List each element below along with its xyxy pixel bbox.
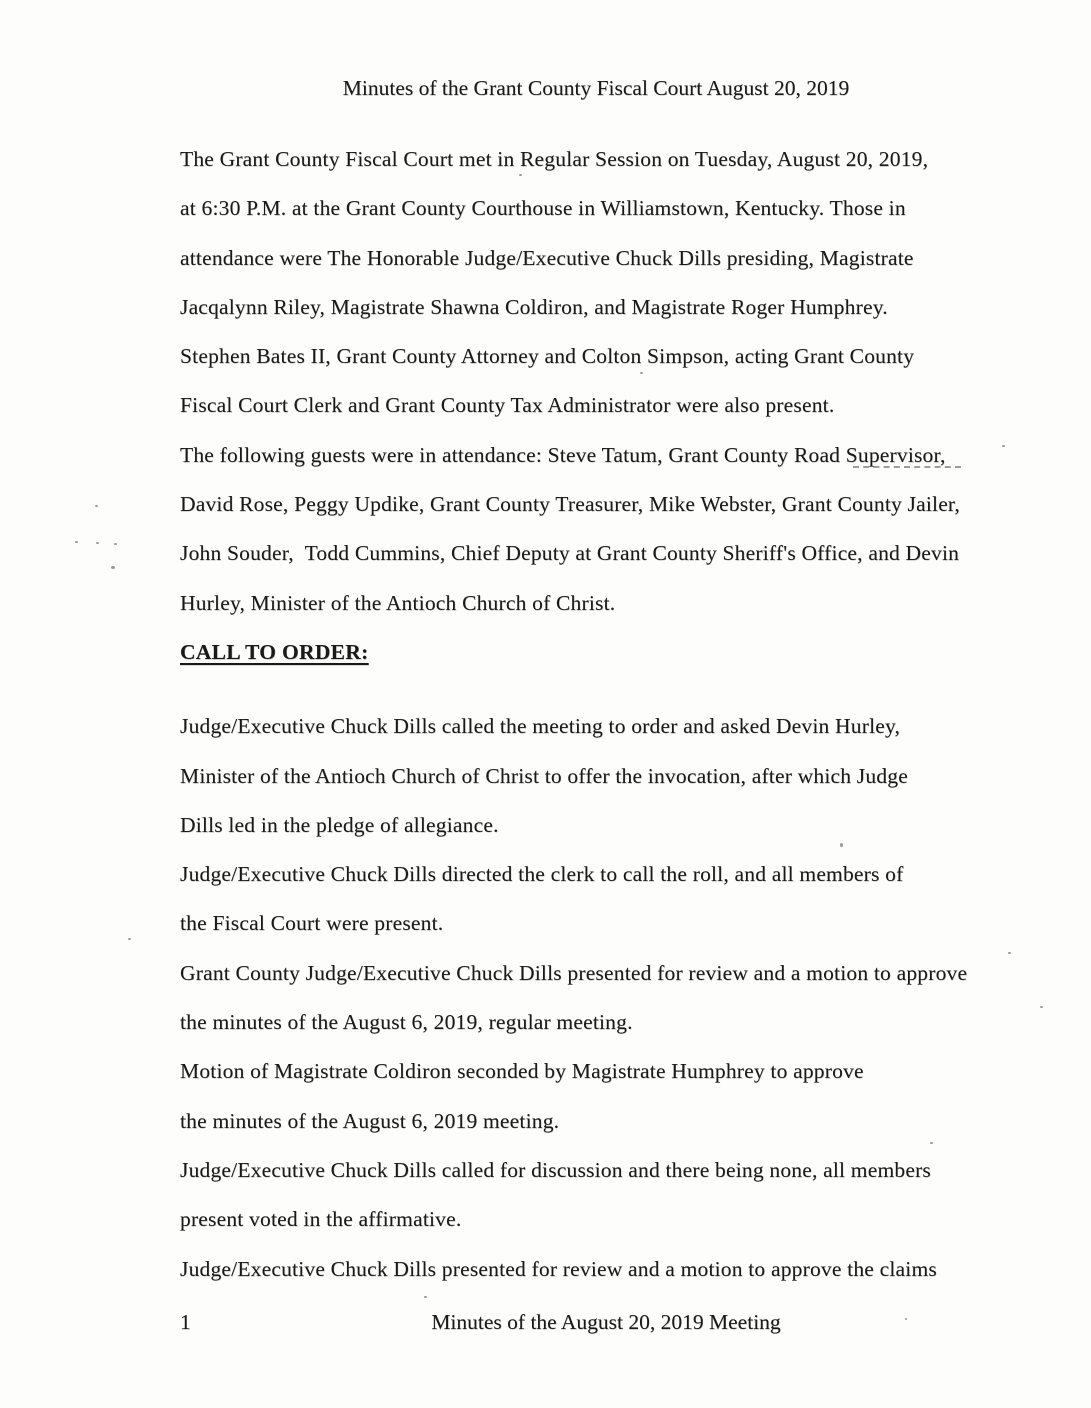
document-line: Judge/Executive Chuck Dills presented for review and a motion to approve the claims xyxy=(180,1256,937,1281)
scan-speck xyxy=(128,938,131,940)
document-line: the minutes of the August 6, 2019, regular meeting. xyxy=(180,1010,633,1035)
page-footer xyxy=(180,1302,1012,1342)
document-line: Minister of the Antioch Church of Christ to offer the invocation, after which Judge xyxy=(180,763,908,788)
scan-speck xyxy=(96,542,99,544)
scan-speck xyxy=(840,843,843,847)
scan-speck xyxy=(1040,1006,1043,1008)
document-line: The Grant County Fiscal Court met in Regular Session on Tuesday, August 20, 2019, xyxy=(180,147,929,171)
document-line: the minutes of the August 6, 2019 meeting. xyxy=(180,1108,560,1133)
call-to-order-heading: CALL TO ORDER: xyxy=(180,639,369,664)
document-line: Judge/Executive Chuck Dills called for discussion and there being none, all members xyxy=(180,1157,931,1182)
document-line: Motion of Magistrate Coldiron seconded by Magistrate Humphrey to approve xyxy=(180,1059,864,1084)
document-line: the Fiscal Court were present. xyxy=(180,911,444,936)
document-title: Minutes of the Grant County Fiscal Court August 20, 2019 xyxy=(342,76,850,100)
footer-title: Minutes of the August 20, 2019 Meeting xyxy=(431,1310,781,1334)
scan-speck xyxy=(905,1318,907,1320)
document-body xyxy=(180,64,1012,1294)
document-line: David Rose, Peggy Updike, Grant County Treasurer, Mike Webster, Grant County Jailer, xyxy=(180,492,961,517)
document-line: attendance were The Honorable Judge/Executive Chuck Dills presiding, Magistrate xyxy=(180,245,914,270)
document-line: Hurley, Minister of the Antioch Church of Christ. xyxy=(180,590,616,615)
document-line: Dills led in the pledge of allegiance. xyxy=(180,812,499,837)
scan-speck xyxy=(424,1296,427,1298)
document-line: The following guests were in attendance: Steve Tatum, Grant County Road Supervisor, xyxy=(180,442,946,467)
scan-speck xyxy=(114,543,117,545)
document-line: John Souder, Todd Cummins, Chief Deputy at Grant County Sheriff's Office, and Devin xyxy=(180,541,960,566)
intro-paragraph xyxy=(180,135,1012,628)
scan-speck xyxy=(519,174,522,176)
document-line: Jacqalynn Riley, Magistrate Shawna Coldiron, and Magistrate Roger Humphrey. xyxy=(180,294,888,319)
scan-speck xyxy=(95,505,98,507)
scan-speck xyxy=(111,566,115,569)
document-line: present voted in the affirmative. xyxy=(180,1207,462,1232)
scan-speck xyxy=(1002,445,1005,447)
document-line: Judge/Executive Chuck Dills directed the clerk to call the roll, and all members of xyxy=(180,862,904,887)
scan-speck xyxy=(1008,952,1011,954)
document-line: Fiscal Court Clerk and Grant County Tax Administrator were also present. xyxy=(180,393,835,418)
page-number: 1 xyxy=(180,1310,191,1334)
document-line: at 6:30 P.M. at the Grant County Courthouse in Williamstown, Kentucky. Those in xyxy=(180,196,906,221)
call-to-order-section xyxy=(180,702,1012,1294)
document-line: Stephen Bates II, Grant County Attorney and Colton Simpson, acting Grant County xyxy=(180,344,915,369)
document-line: Judge/Executive Chuck Dills called the meeting to order and asked Devin Hurley, xyxy=(180,714,901,739)
document-line: Grant County Judge/Executive Chuck Dills presented for review and a motion to approve xyxy=(180,960,968,985)
scan-speck xyxy=(75,541,78,543)
scan-speck xyxy=(930,1142,933,1144)
scan-speck xyxy=(640,372,643,374)
scan-dash-artifact xyxy=(853,466,961,468)
